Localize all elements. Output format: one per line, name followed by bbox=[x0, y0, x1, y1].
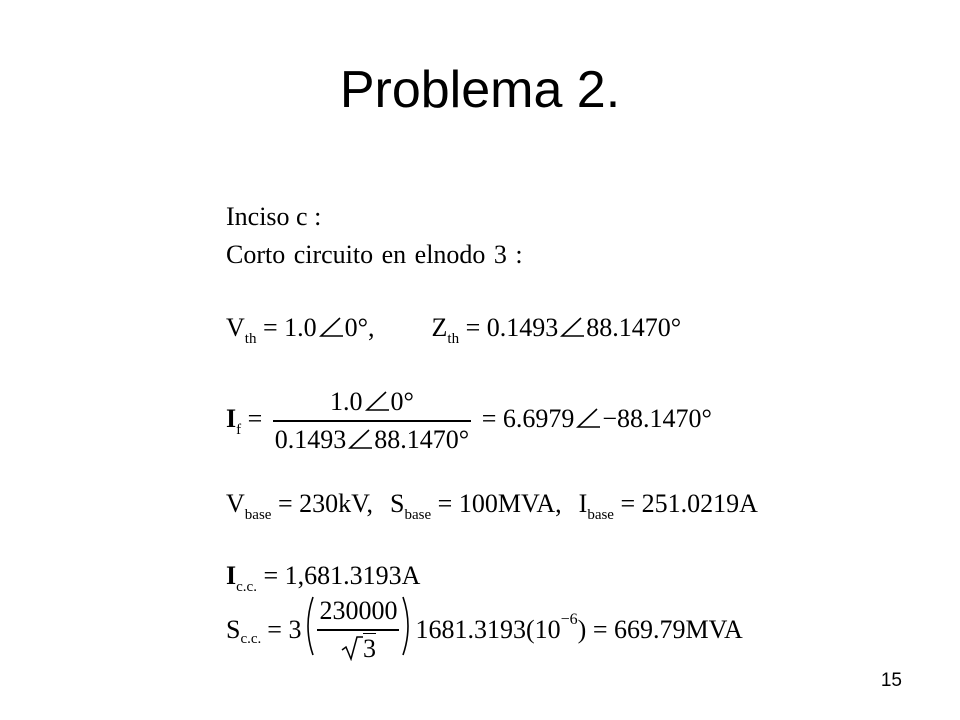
zth-value-magnitude: = 0.1493 bbox=[465, 313, 559, 342]
vbase-value: = 230kV, bbox=[277, 489, 374, 518]
short-circuit-label: Corto circuito en elnodo 3 : bbox=[226, 240, 523, 269]
sbase-symbol: S bbox=[390, 489, 405, 518]
scc-numerator: 230000 bbox=[319, 596, 398, 625]
zth-value-angle: 88.1470° bbox=[586, 313, 682, 342]
angle-symbol-icon bbox=[347, 428, 373, 450]
icc-symbol: I bbox=[226, 561, 237, 590]
if-subscript: f bbox=[236, 421, 242, 438]
zth-subscript: th bbox=[447, 331, 460, 347]
icc-value: = 1,681.3193A bbox=[263, 561, 421, 590]
angle-symbol-icon bbox=[575, 407, 601, 429]
scc-fraction bbox=[317, 595, 399, 665]
vth-value-magnitude: = 1.0 bbox=[262, 313, 317, 342]
if-result-angle: −88.1470° bbox=[602, 403, 712, 433]
right-paren-icon bbox=[401, 595, 415, 665]
scc-product-b: ) = 669.79MVA bbox=[577, 615, 743, 644]
slide-title: Problema 2. bbox=[339, 61, 621, 119]
if-fraction bbox=[273, 386, 471, 456]
vth-subscript: th bbox=[244, 331, 257, 347]
scc-exponent: −6 bbox=[560, 611, 578, 628]
vbase-subscript: base bbox=[244, 507, 272, 523]
angle-symbol-icon bbox=[364, 390, 390, 412]
thevenin-equation bbox=[226, 312, 681, 348]
ibase-value: = 251.0219A bbox=[620, 489, 758, 518]
scc-equation bbox=[226, 598, 743, 662]
angle-symbol-icon bbox=[559, 316, 585, 338]
ibase-symbol: I bbox=[578, 489, 588, 518]
sqrt-icon: 3 bbox=[341, 633, 376, 665]
scc-product-a: 1681.3193(10 bbox=[415, 615, 561, 644]
icc-equation bbox=[226, 560, 420, 596]
vbase-symbol: V bbox=[226, 489, 245, 518]
scc-denominator bbox=[317, 629, 399, 665]
scc-symbol: S bbox=[226, 615, 241, 644]
fault-current-equation bbox=[226, 386, 712, 456]
sbase-value: = 100MVA, bbox=[437, 489, 562, 518]
vth-value-angle: 0°, bbox=[344, 313, 375, 342]
left-paren-icon bbox=[301, 595, 315, 665]
page-number: 15 bbox=[880, 670, 902, 691]
angle-symbol-icon bbox=[318, 316, 344, 338]
zth-symbol: Z bbox=[431, 313, 448, 342]
if-numerator: 1.0 0° bbox=[330, 387, 414, 416]
inciso-label: Inciso c : bbox=[226, 202, 322, 231]
vth-symbol: V bbox=[226, 313, 245, 342]
if-symbol: I bbox=[226, 403, 237, 433]
scc-equals-three: = 3 bbox=[267, 615, 302, 644]
icc-subscript: c.c. bbox=[236, 579, 257, 595]
scc-subscript: c.c. bbox=[240, 631, 262, 647]
ibase-subscript: base bbox=[587, 507, 614, 523]
if-result-magnitude: = 6.6979 bbox=[481, 403, 575, 433]
sbase-subscript: base bbox=[404, 507, 432, 523]
base-values-equation bbox=[226, 488, 758, 524]
if-denominator: 0.1493 88.1470° bbox=[273, 420, 471, 456]
if-equals: = bbox=[247, 403, 263, 433]
